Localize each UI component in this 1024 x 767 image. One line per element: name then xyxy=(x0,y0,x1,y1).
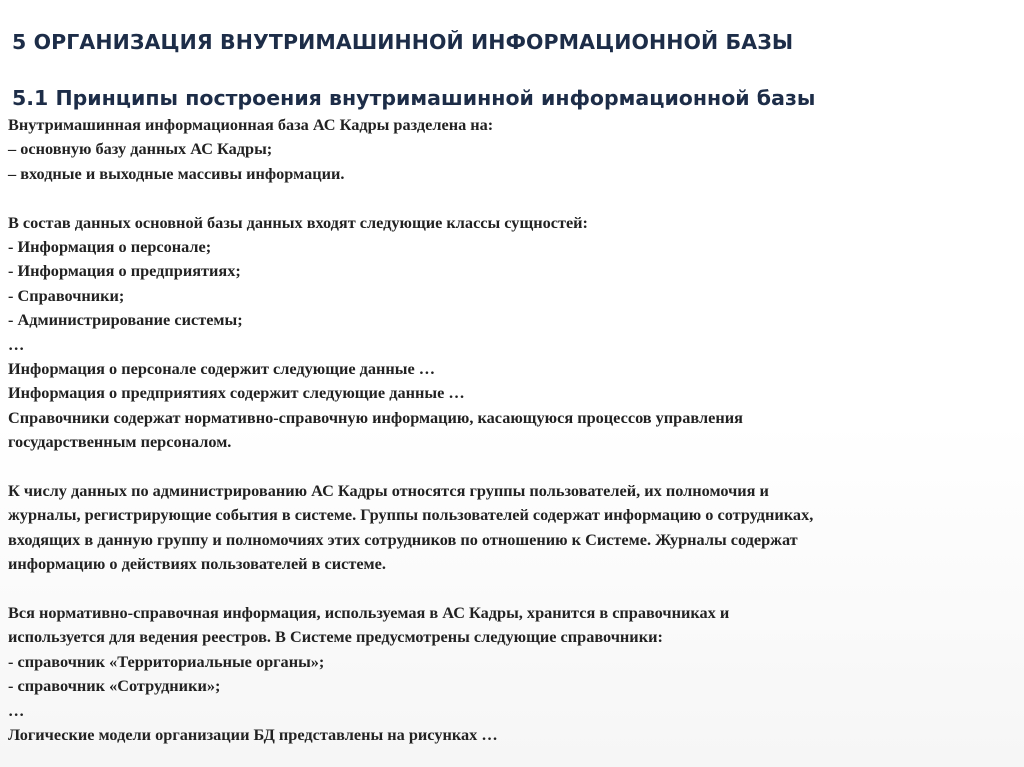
page-title: 5 ОРГАНИЗАЦИЯ ВНУТРИМАШИННОЙ ИНФОРМАЦИОННОЙ БАЗЫ xyxy=(12,30,794,54)
list-item: - справочник «Территориальные органы»; xyxy=(8,651,325,671)
body-text xyxy=(8,113,1008,748)
text-line: информацию о действиях пользователей в системе. xyxy=(8,554,386,574)
list-item: - Информация о персонале; xyxy=(8,237,212,257)
text-line: Информация о предприятиях содержит следующие данные … xyxy=(8,383,465,403)
intro-paragraph xyxy=(8,113,1008,186)
list-item: - Информация о предприятиях; xyxy=(8,261,241,281)
text-line: К числу данных по администрированию АС Кадры относятся группы пользователей, их полномочия и xyxy=(8,481,769,501)
entities-paragraph xyxy=(8,211,1008,455)
admin-paragraph xyxy=(8,479,1008,577)
references-paragraph xyxy=(8,601,1008,747)
text-line: Вся нормативно-справочная информация, используемая в АС Кадры, хранится в справочниках и xyxy=(8,603,730,623)
ellipsis-line: … xyxy=(8,334,25,354)
paragraph-gap xyxy=(8,186,1008,210)
list-item: - Администрирование системы; xyxy=(8,310,243,330)
text-line: Внутримашинная информационная база АС Кадры разделена на: xyxy=(8,115,494,134)
section-title: 5.1 Принципы построения внутримашинной информационной базы xyxy=(12,86,816,110)
list-item: – входные и выходные массивы информации. xyxy=(8,163,345,183)
list-item: – основную базу данных АС Кадры; xyxy=(8,139,273,159)
ellipsis-line: … xyxy=(8,700,25,720)
list-item: - Справочники; xyxy=(8,285,125,305)
text-line: государственным персоналом. xyxy=(8,432,232,452)
text-line: используется для ведения реестров. В Системе предусмотрены следующие справочники: xyxy=(8,627,663,647)
text-line: В состав данных основной базы данных входят следующие классы сущностей: xyxy=(8,212,588,232)
text-line: входящих в данную группу и полномочиях этих сотрудников по отношению к Системе. Журналы содержат xyxy=(8,529,798,549)
text-line: Справочники содержат нормативно-справочную информацию, касающуюся процессов управления xyxy=(8,407,743,427)
list-item: - справочник «Сотрудники»; xyxy=(8,676,221,696)
text-line: Информация о персонале содержит следующие данные … xyxy=(8,359,436,379)
text-line: журналы, регистрирующие события в системе. Группы пользователей содержат информацию о сотрудниках, xyxy=(8,505,814,525)
paragraph-gap xyxy=(8,577,1008,601)
paragraph-gap xyxy=(8,455,1008,479)
text-line: Логические модели организации БД представлены на рисунках … xyxy=(8,725,498,745)
